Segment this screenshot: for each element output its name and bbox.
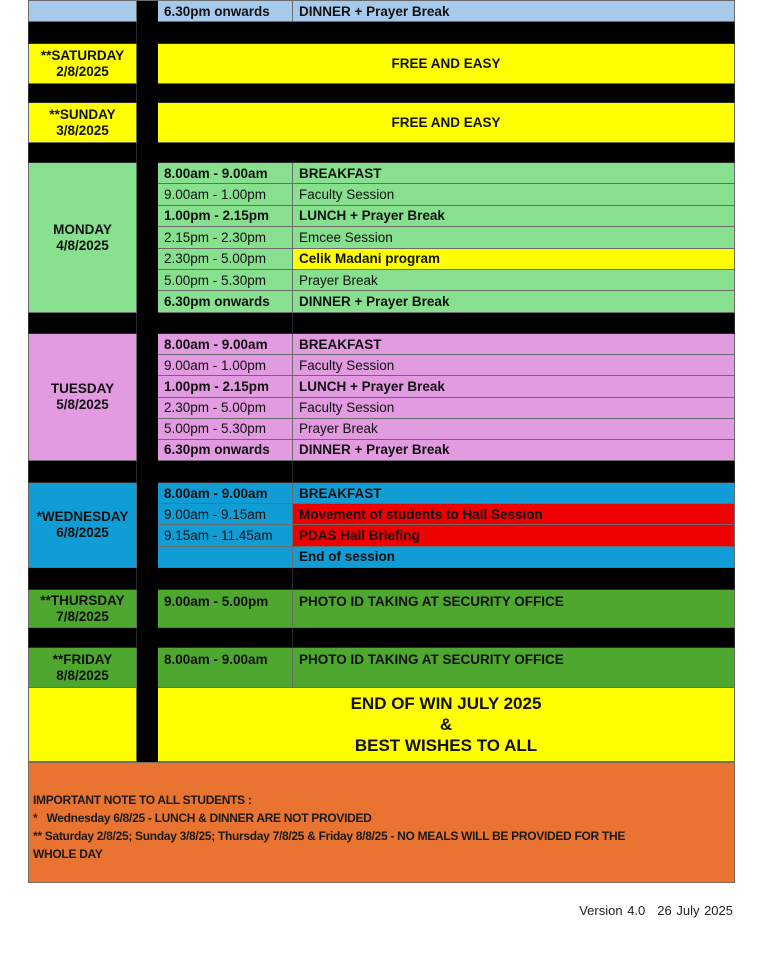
- separator-column: [137, 163, 158, 313]
- friday-row: [28, 648, 735, 688]
- day-name: **SATURDAY: [40, 47, 125, 63]
- closing-line: &: [439, 715, 453, 734]
- activity-cell: BREAKFAST: [293, 334, 735, 355]
- separator-column: [137, 44, 158, 84]
- activity-cell: PHOTO ID TAKING AT SECURITY OFFICE: [293, 590, 735, 628]
- separator-row: [28, 143, 735, 163]
- time-cell: 1.00pm - 2.15pm: [158, 376, 293, 397]
- day-name: TUESDAY: [50, 381, 115, 396]
- separator-column: [137, 334, 158, 461]
- time-cell: 9.00am - 1.00pm: [158, 184, 293, 205]
- separator-row: [28, 22, 735, 44]
- thursday-row: [28, 590, 735, 628]
- table-row: [158, 376, 735, 397]
- day-label: [28, 334, 137, 461]
- table-row: [158, 206, 735, 227]
- time-cell: 5.00pm - 5.30pm: [158, 419, 293, 440]
- day-date: 8/8/2025: [56, 667, 109, 683]
- activity-cell: Faculty Session: [293, 398, 735, 419]
- separator-row: [28, 84, 735, 103]
- activity-cell-alert: Movement of students to Hall Session: [293, 504, 735, 525]
- day-cell: [28, 1, 137, 22]
- table-row: [158, 249, 735, 270]
- activity-cell: DINNER + Prayer Break: [293, 440, 735, 461]
- activity-cell: Prayer Break: [293, 270, 735, 291]
- day-date: 4/8/2025: [56, 237, 109, 253]
- time-cell: 9.00am - 9.15am: [158, 504, 293, 525]
- time-cell: 6.30pm onwards: [158, 291, 293, 313]
- day-date: 2/8/2025: [56, 63, 109, 79]
- table-row: [28, 0, 735, 22]
- table-row: [158, 419, 735, 440]
- free-and-easy-cell: FREE AND EASY: [158, 103, 735, 143]
- time-cell: 9.15am - 11.45am: [158, 525, 293, 546]
- time-cell: 8.00am - 9.00am: [158, 648, 293, 688]
- wednesday-group: [28, 483, 735, 568]
- day-label: [28, 648, 137, 688]
- separator-column: [137, 688, 158, 762]
- closing-line: BEST WISHES TO ALL: [354, 736, 538, 755]
- time-cell: 2.30pm - 5.00pm: [158, 249, 293, 270]
- table-row: [158, 163, 735, 184]
- time-cell: 2.30pm - 5.00pm: [158, 398, 293, 419]
- time-cell: 9.00am - 1.00pm: [158, 355, 293, 376]
- table-row: [158, 184, 735, 205]
- time-cell: 8.00am - 9.00am: [158, 163, 293, 184]
- version-footer: [579, 903, 733, 918]
- table-row: [158, 398, 735, 419]
- separator-column: [137, 1, 158, 22]
- activity-cell-highlight: Celik Madani program: [293, 249, 735, 270]
- monday-group: [28, 163, 735, 313]
- day-label: [28, 103, 137, 143]
- separator-column: [137, 103, 158, 143]
- time-cell: 9.00am - 5.00pm: [158, 590, 293, 628]
- activity-cell: Prayer Break: [293, 419, 735, 440]
- day-date: 3/8/2025: [56, 122, 109, 138]
- table-row: [158, 270, 735, 291]
- empty-day-cell: [28, 688, 137, 762]
- separator-row: [28, 568, 735, 590]
- day-date: 5/8/2025: [56, 397, 109, 412]
- day-name: MONDAY: [53, 221, 112, 237]
- activity-cell: Emcee Session: [293, 227, 735, 248]
- version-date: 26 July 2025: [657, 903, 733, 918]
- activity-cell: Faculty Session: [293, 184, 735, 205]
- note-line: ** Saturday 2/8/25; Sunday 3/8/25; Thursday 7/8/25 & Friday 8/8/25 - NO MEALS WILL BE PROVIDED FOR THE: [33, 829, 626, 843]
- table-row: [158, 504, 735, 525]
- day-name: **THURSDAY: [40, 592, 125, 608]
- table-row: [158, 440, 735, 461]
- activity-cell: LUNCH + Prayer Break: [293, 376, 735, 397]
- activity-cell-alert: PDAS Hall Briefing: [293, 525, 735, 546]
- time-cell: 8.00am - 9.00am: [158, 483, 293, 504]
- table-row: [158, 227, 735, 248]
- separator-row: [28, 628, 735, 648]
- activity-cell: BREAKFAST: [293, 163, 735, 184]
- note-line: WHOLE DAY: [33, 847, 103, 861]
- sunday-row: [28, 103, 735, 143]
- time-cell: 1.00pm - 2.15pm: [158, 206, 293, 227]
- note-title: IMPORTANT NOTE TO ALL STUDENTS :: [33, 793, 252, 807]
- day-label: [28, 163, 137, 313]
- day-name: **FRIDAY: [52, 651, 113, 667]
- separator-column: [137, 590, 158, 628]
- table-row: [158, 334, 735, 355]
- saturday-row: [28, 44, 735, 84]
- day-name: **SUNDAY: [49, 106, 116, 122]
- time-cell: [158, 547, 293, 568]
- closing-message: [158, 688, 735, 762]
- important-note: [28, 762, 735, 883]
- activity-cell: BREAKFAST: [293, 483, 735, 504]
- day-date: 7/8/2025: [56, 608, 109, 624]
- table-row: [158, 547, 735, 568]
- separator-column: [137, 648, 158, 688]
- note-line: * Wednesday 6/8/25 - LUNCH & DINNER ARE NOT PROVIDED: [33, 811, 372, 825]
- time-cell: 2.15pm - 2.30pm: [158, 227, 293, 248]
- activity-cell: PHOTO ID TAKING AT SECURITY OFFICE: [293, 648, 735, 688]
- day-label: [28, 44, 137, 84]
- table-row: [158, 525, 735, 546]
- time-cell: 8.00am - 9.00am: [158, 334, 293, 355]
- version-label: Version 4.0: [579, 903, 646, 918]
- separator-row: [28, 313, 735, 334]
- activity-cell: Faculty Session: [293, 355, 735, 376]
- activity-cell: LUNCH + Prayer Break: [293, 206, 735, 227]
- activity-cell: DINNER + Prayer Break: [293, 291, 735, 313]
- day-label: [28, 483, 137, 568]
- schedule-table: [28, 0, 735, 762]
- day-label: [28, 590, 137, 628]
- time-cell: 6.30pm onwards: [158, 440, 293, 461]
- time-cell: 5.00pm - 5.30pm: [158, 270, 293, 291]
- separator-row: [28, 461, 735, 483]
- closing-line: END OF WIN JULY 2025: [350, 694, 542, 713]
- closing-row: [28, 688, 735, 762]
- table-row: [158, 483, 735, 504]
- separator-column: [137, 483, 158, 568]
- tuesday-group: [28, 334, 735, 461]
- time-cell: 6.30pm onwards: [158, 1, 293, 22]
- free-and-easy-cell: FREE AND EASY: [158, 44, 735, 84]
- day-name: *WEDNESDAY: [36, 509, 129, 524]
- activity-cell: End of session: [293, 547, 735, 568]
- table-row: [158, 355, 735, 376]
- activity-cell: DINNER + Prayer Break: [293, 1, 735, 22]
- day-date: 6/8/2025: [56, 525, 109, 540]
- table-row: [158, 291, 735, 313]
